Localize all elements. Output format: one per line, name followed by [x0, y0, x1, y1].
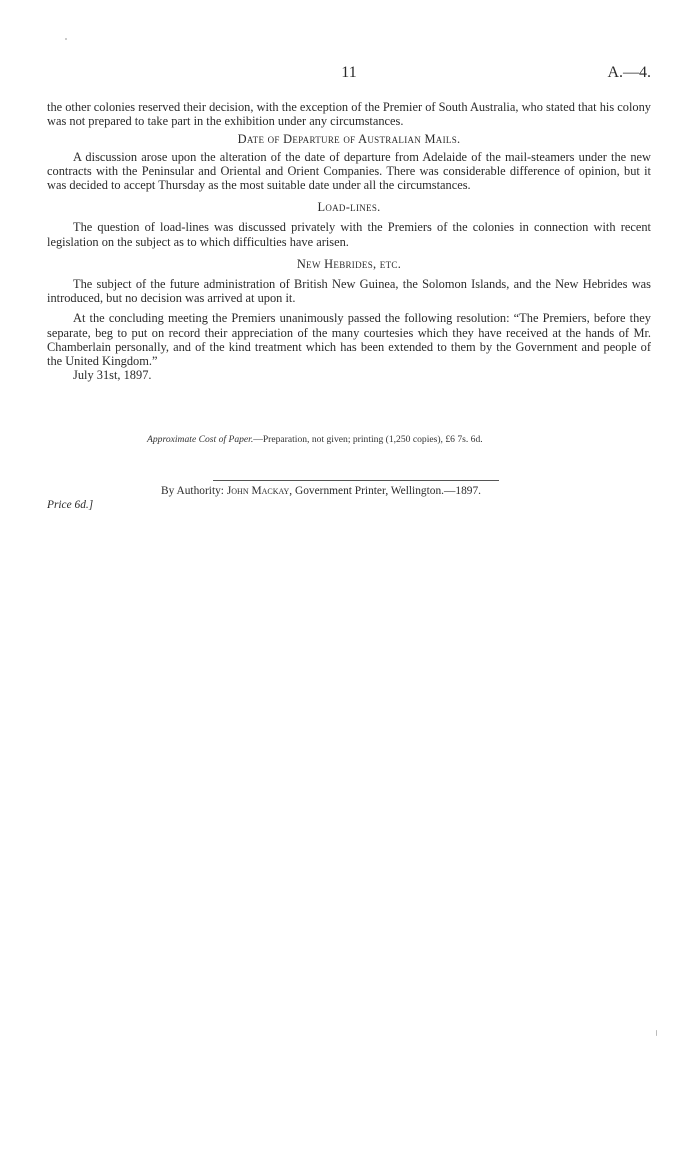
page-number: 11: [341, 64, 357, 81]
cost-label: Approximate Cost of Paper.: [147, 434, 254, 445]
paragraph-new-hebrides: The subject of the future administration of British New Guinea, the Solomon Islands, and the New Hebrides was introduced, but no decision was arrived at upon it.: [47, 277, 651, 306]
paragraph-resolution: At the concluding meeting the Premiers unanimously passed the following resolution: “The Premiers, before they separate, beg to put on record their appreciation of the many courtesies which they have received at the hands of Mr. Chamberlain personally, and of the kind treatment which has been extended to them by the Government and people of the United Kingdom.”: [47, 311, 651, 369]
cost-of-paper: [147, 434, 483, 445]
footer-divider: [213, 480, 499, 481]
printer-authority: [161, 485, 481, 497]
scan-speck: [65, 38, 67, 40]
heading-new-hebrides: New Hebrides, etc.: [296, 256, 402, 271]
document-date: July 31st, 1897.: [73, 368, 152, 383]
authority-prefix: By Authority:: [161, 485, 224, 497]
document-reference: A.—4.: [607, 64, 651, 81]
heading-australian-mails: Date of Departure of Australian Mails.: [237, 132, 461, 147]
body-text: [47, 100, 651, 382]
page-header: [47, 64, 651, 88]
heading-load-lines: Load-lines.: [317, 200, 381, 215]
price-note: Price 6d.]: [47, 499, 94, 511]
printer-name: John Mackay: [226, 485, 290, 497]
scan-speck: [656, 1030, 657, 1036]
paragraph-mail-steamers: A discussion arose upon the alteration of the date of departure from Adelaide of the mail-steamers under the new contracts with the Peninsular and Oriental and Orient Companies. There was considerable difference of opinion, but it was decided to accept Thursday as the most suitable date under all the circumstances.: [47, 149, 651, 193]
authority-suffix: , Government Printer, Wellington.—1897.: [289, 485, 482, 497]
cost-text: —Preparation, not given; printing (1,250 copies), £6 7s. 6d.: [253, 434, 483, 445]
paragraph-load-lines: The question of load-lines was discussed privately with the Premiers of the colonies in connection with recent legislation on the subject as to which difficulties have arisen.: [47, 220, 651, 249]
paragraph-colonies-decision: the other colonies reserved their decision, with the exception of the Premier of South Australia, who stated that his colony was not prepared to take part in the exhibition under any circumstances.: [47, 100, 651, 129]
